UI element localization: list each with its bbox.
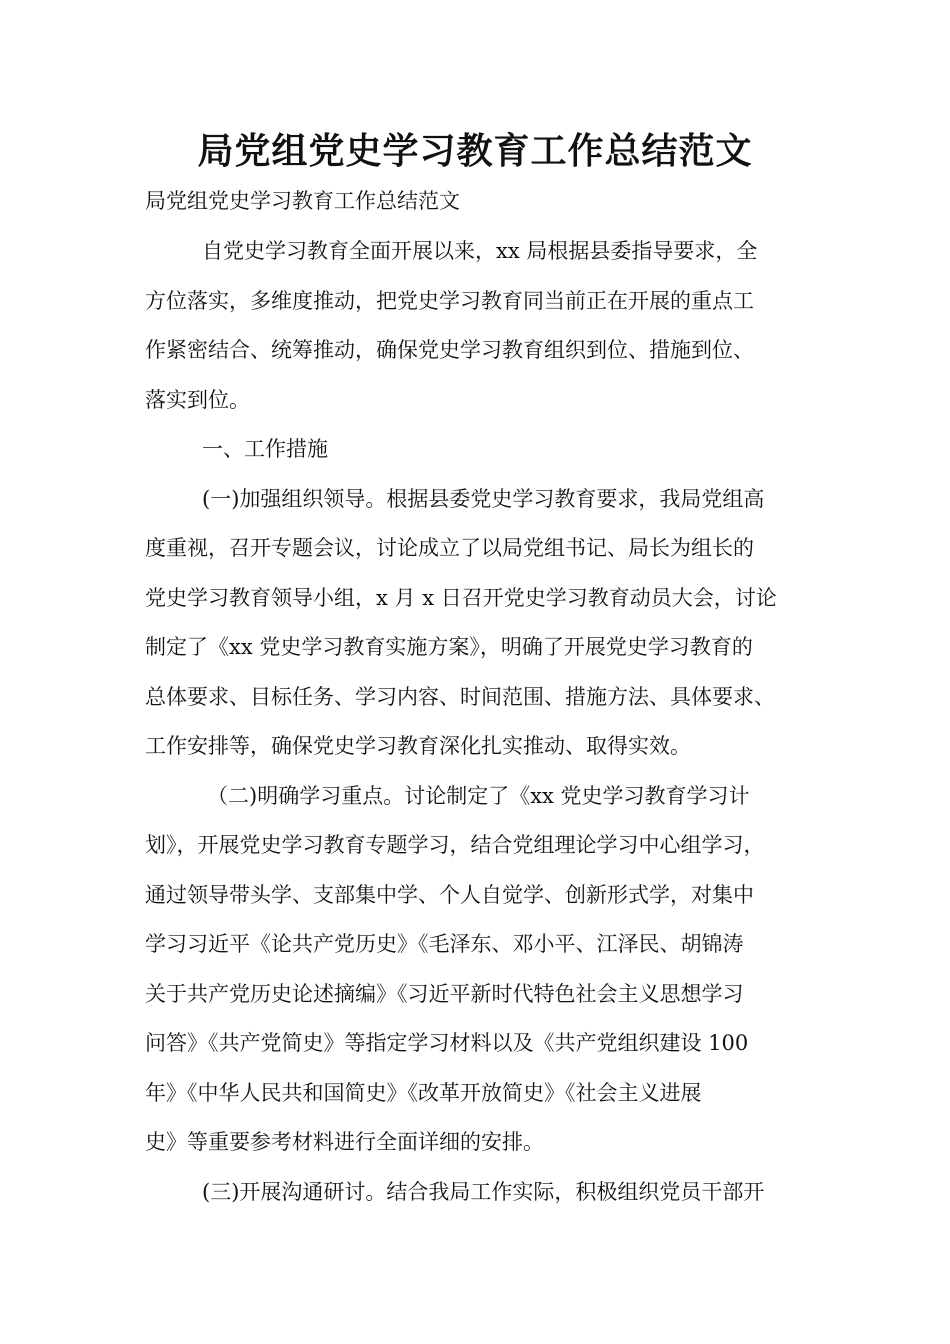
paragraph-line: (三)开展沟通研讨。结合我局工作实际，积极组织党员干部开 [202,1179,765,1204]
paragraph-line: 作紧密结合、统筹推动，确保党史学习教育组织到位、措施到位、 [145,338,754,362]
document-title: 局党组党史学习教育工作总结范文 [197,131,753,172]
paragraph-line: 工作安排等，确保党史学习教育深化扎实推动、取得实效。 [145,734,691,758]
paragraph-line: 总体要求、目标任务、学习内容、时间范围、措施方法、具体要求、 [145,684,775,709]
document-body [145,236,823,1226]
paragraph-line: 史》等重要参考材料进行全面详细的安排。 [145,1130,544,1154]
paragraph-line: 落实到位。 [145,387,250,412]
paragraph-line: 通过领导带头学、支部集中学、个人自觉学、创新形式学，对集中 [145,882,754,907]
paragraph-line: 学习习近平《论共产党历史》《毛泽东、邓小平、江泽民、胡锦涛 [145,932,744,956]
paragraph-line: 关于共产党历史论述摘编》《习近平新时代特色社会主义思想学习 [145,981,744,1006]
paragraph-line: 年》《中华人民共和国简史》《改革开放简史》《社会主义进展 [145,1080,702,1105]
paragraph-line: (一)加强组织领导。根据县委党史学习教育要求，我局党组高 [202,486,765,511]
paragraph-line: 制定了《xx 党史学习教育实施方案》，明确了开展党史学习教育的 [145,635,753,659]
section-heading: 一、工作措施 [202,437,328,461]
document-subtitle: 局党组党史学习教育工作总结范文 [145,189,460,213]
paragraph-line: 自党史学习教育全面开展以来，xx 局根据县委指导要求，全 [202,239,758,263]
paragraph-line: 方位落实，多维度推动，把党史学习教育同当前正在开展的重点工 [145,288,754,313]
paragraph-line: 度重视，召开专题会议，讨论成立了以局党组书记、局长为组长的 [145,536,754,560]
paragraph-line: 问答》《共产党简史》等指定学习材料以及《共产党组织建设 100 [145,1031,749,1055]
paragraph-line: 划》，开展党史学习教育专题学习，结合党组理论学习中心组学习， [145,833,765,857]
paragraph-line: 党史学习教育领导小组，x 月 x 日召开党史学习教育动员大会，讨论 [145,585,777,610]
paragraph-line: （二)明确学习重点。讨论制定了《xx 党史学习教育学习计 [207,783,750,808]
